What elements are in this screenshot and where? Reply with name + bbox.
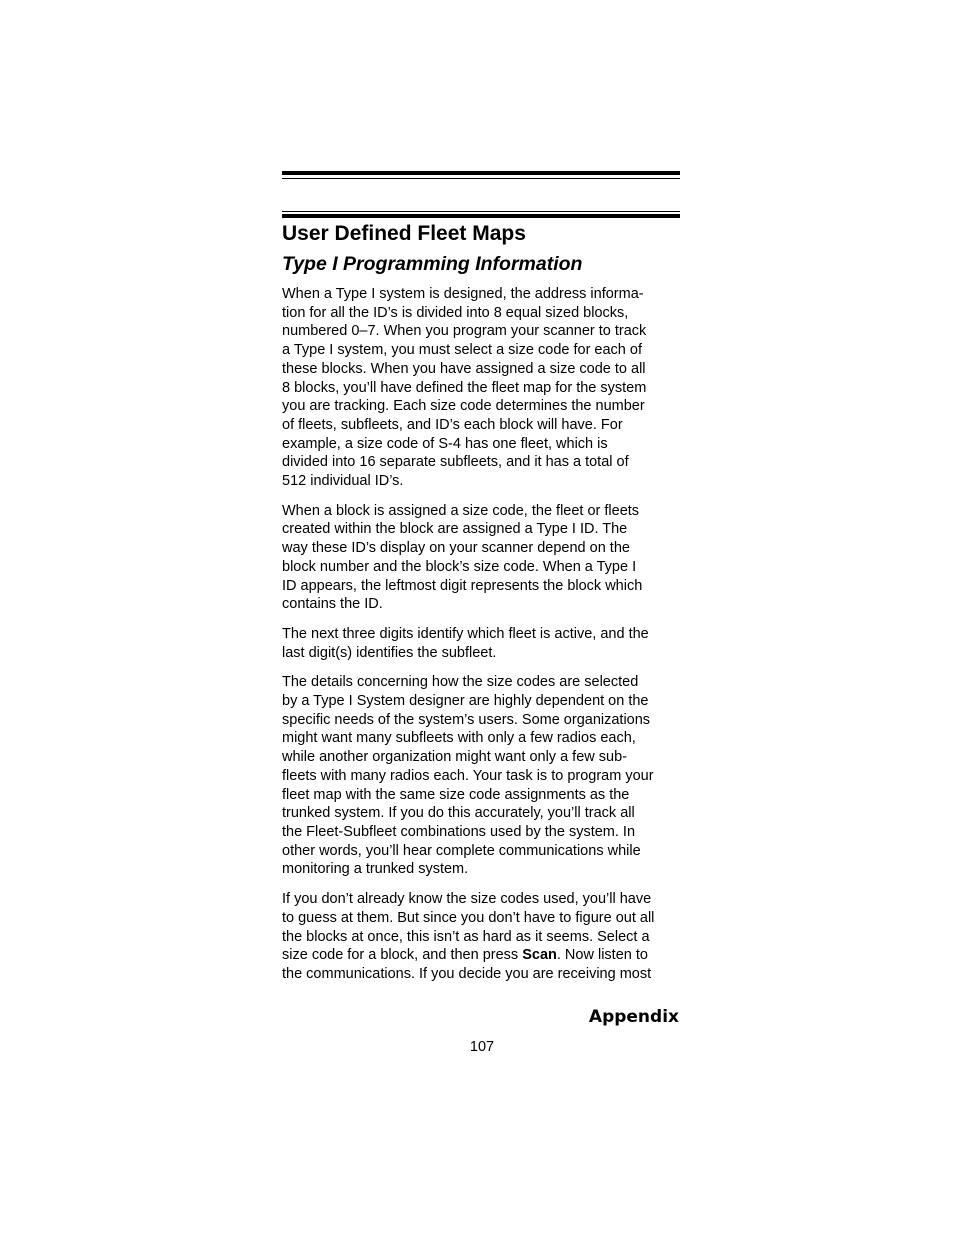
text-line: created within the block are assigned a Type I ID. The <box>282 521 628 538</box>
section-title: Type I Programming Information <box>282 253 583 275</box>
page-title: User Defined Fleet Maps <box>282 222 526 245</box>
text-line: might want many subfleets with only a few radios each, <box>282 730 636 747</box>
text-line: example, a size code of S-4 has one fleet, which is <box>282 435 608 452</box>
text-line: If you don’t already know the size codes used, you’ll have <box>282 891 652 908</box>
text-line: 512 individual ID’s. <box>282 473 404 490</box>
text-line: divided into 16 separate subfleets, and it has a total of <box>282 454 629 471</box>
heading-thick-rule <box>282 214 680 218</box>
page-number: 107 <box>469 1039 495 1055</box>
text-line: of fleets, subfleets, and ID’s each block will have. For <box>282 416 623 433</box>
heading-thin-rule <box>282 211 680 212</box>
paragraph-2 <box>282 502 682 614</box>
text-line: The details concerning how the size codes are selected <box>282 674 639 691</box>
paragraph-1 <box>282 285 682 491</box>
text-line: specific needs of the system’s users. Some organizations <box>282 711 651 728</box>
text-line: way these ID’s display on your scanner depend on the <box>282 540 630 557</box>
paragraph-5 <box>282 890 682 984</box>
scan-key-label: Scan <box>522 947 557 964</box>
text-line: the Fleet-Subfleet combinations used by the system. In <box>282 823 636 840</box>
text-line: tion for all the ID’s is divided into 8 equal sized blocks, <box>282 304 629 321</box>
text-line: last digit(s) identifies the subfleet. <box>282 644 497 661</box>
text-line: while another organization might want only a few sub- <box>282 749 627 766</box>
text-line: you are tracking. Each size code determines the number <box>282 398 645 415</box>
body-text <box>282 285 682 995</box>
top-thick-rule <box>282 171 680 175</box>
text-line: fleet map with the same size code assignments as the <box>282 786 630 803</box>
text-line: the blocks at once, this isn’t as hard as it seems. Select a <box>282 928 650 945</box>
text-line: a Type I system, you must select a size code for each of <box>282 342 642 359</box>
section-footer-label: Appendix <box>588 1007 679 1027</box>
text-line: contains the ID. <box>282 596 383 613</box>
text-line: block number and the block’s size code. When a Type I <box>282 558 637 575</box>
paragraph-3 <box>282 625 682 662</box>
text-line: numbered 0–7. When you program your scanner to track <box>282 323 647 340</box>
top-thin-rule <box>282 178 680 179</box>
text-line: ID appears, the leftmost digit represents the block which <box>282 577 643 594</box>
text-line: by a Type I System designer are highly dependent on the <box>282 693 649 710</box>
text-line: When a Type I system is designed, the address informa- <box>282 286 644 302</box>
text-line: The next three digits identify which fleet is active, and the <box>282 625 649 642</box>
text-line: trunked system. If you do this accurately, you’ll track all <box>282 805 635 822</box>
text-line: to guess at them. But since you don’t have to figure out all <box>282 909 655 926</box>
text-line: When a block is assigned a size code, the fleet or fleets <box>282 502 640 519</box>
text-line: monitoring a trunked system. <box>282 861 469 878</box>
paragraph-4 <box>282 673 682 879</box>
text-line: other words, you’ll hear complete communications while <box>282 842 641 859</box>
text-line <box>282 946 682 965</box>
text-segment: . Now listen to <box>556 947 648 964</box>
text-segment: size code for a block, and then press <box>282 947 523 964</box>
text-line: fleets with many radios each. Your task is to program your <box>282 767 654 784</box>
text-line: these blocks. When you have assigned a size code to all <box>282 360 646 377</box>
text-line: the communications. If you decide you are receiving most <box>282 965 652 982</box>
text-line: 8 blocks, you’ll have defined the fleet map for the system <box>282 379 647 396</box>
